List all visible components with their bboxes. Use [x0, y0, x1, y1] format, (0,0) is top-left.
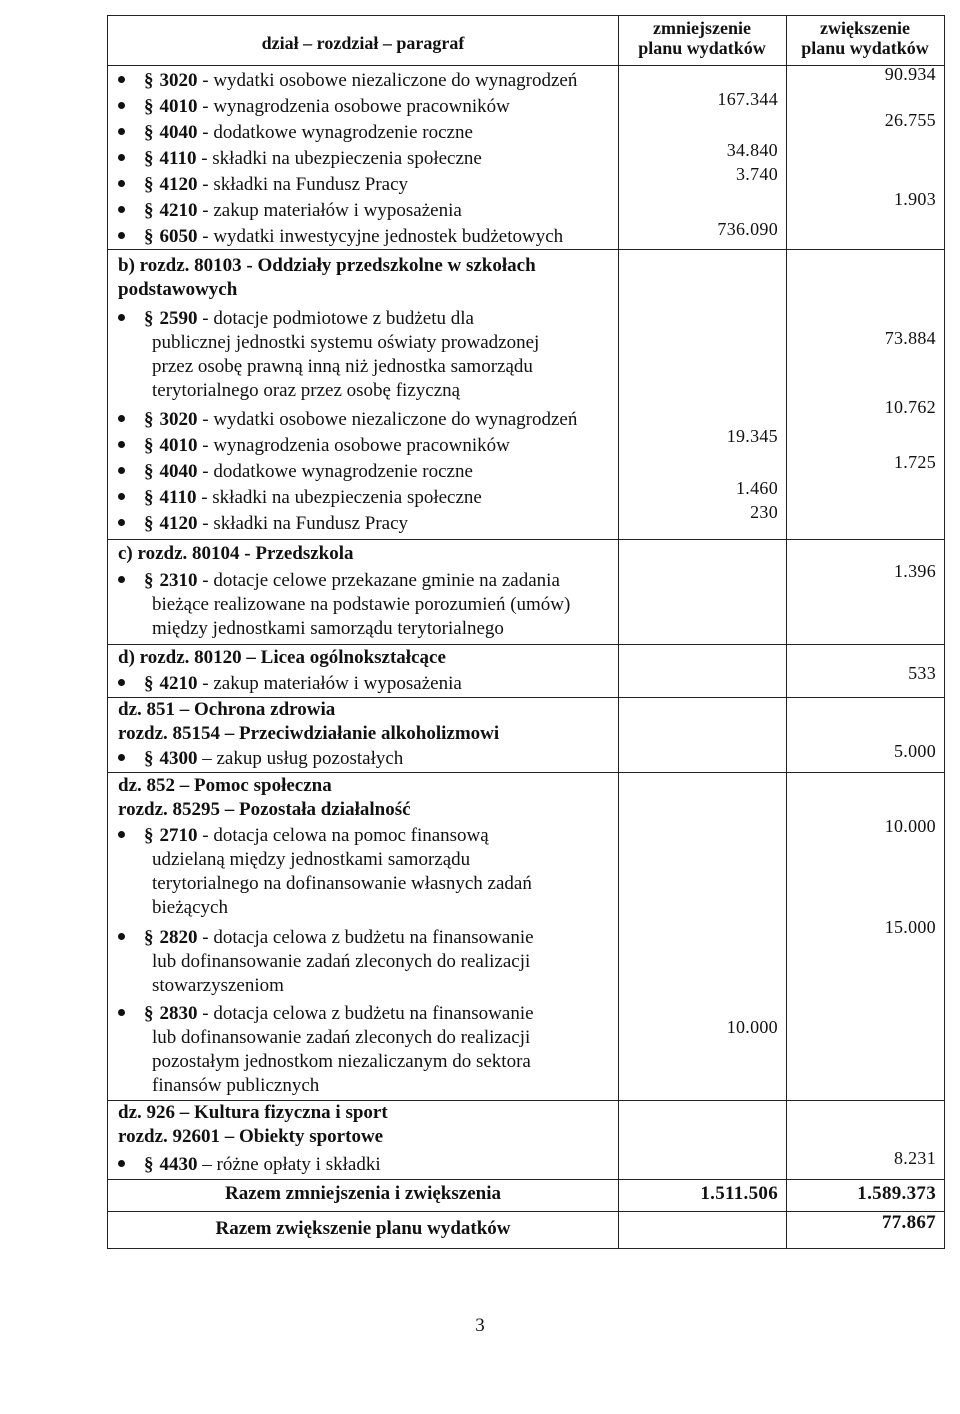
item-code: 4430 — [159, 1154, 198, 1175]
item-text: – zakup usług pozostałych — [197, 748, 404, 769]
paragraph-sign: § — [144, 748, 154, 769]
bullet-icon — [118, 576, 125, 583]
item-text: - dotacje podmiotowe z budżetu dla — [197, 308, 474, 329]
bullet-icon — [118, 128, 125, 135]
heading-line: b) rozdz. 80103 - Oddziały przedszkolne w szkołach — [118, 255, 536, 276]
item-code: 2310 — [159, 570, 198, 591]
paragraph-sign: § — [144, 96, 154, 117]
item-text: - zakup materiałów i wyposażenia — [197, 673, 462, 694]
item-text: - wydatki inwestycyjne jednostek budżetowych — [197, 226, 564, 247]
section-heading — [118, 698, 614, 746]
increase-value: 533 — [908, 663, 936, 683]
heading-line: podstawowych — [118, 279, 238, 300]
item-text: - dotacja celowa z budżetu na finansowanie — [197, 1003, 534, 1024]
item-text: - składki na ubezpieczenia społeczne — [196, 148, 482, 169]
net-label: Razem zwiększenie planu wydatków — [215, 1218, 511, 1239]
paragraph-sign: § — [144, 200, 154, 221]
header-decrease-l2: planu wydatków — [638, 38, 766, 58]
section-heading: d) rozdz. 80120 – Licea ogólnokształcące — [118, 647, 446, 668]
decrease-value: 167.344 — [717, 89, 778, 109]
item-code: 6050 — [159, 226, 198, 247]
paragraph-sign: § — [144, 70, 154, 91]
decrease-value: 1.460 — [736, 478, 778, 498]
column-divider — [618, 16, 619, 1248]
item-code: 2820 — [159, 927, 198, 948]
page-number: 3 — [475, 1315, 485, 1336]
bullet-icon — [118, 314, 125, 321]
bullet-icon — [118, 933, 125, 940]
heading-line: rozdz. 92601 – Obiekty sportowe — [118, 1126, 384, 1147]
item-code: 4110 — [159, 487, 197, 508]
item-text: stowarzyszeniom — [152, 975, 284, 996]
paragraph-sign: § — [144, 1003, 154, 1024]
bullet-icon — [118, 831, 125, 838]
item-text: lub dofinansowanie zadań zleconych do realizacji — [152, 951, 531, 972]
item-text: przez osobę prawną inną niż jednostka samorządu — [152, 356, 533, 377]
list-item — [118, 672, 614, 696]
item-text: – różne opłaty i składki — [197, 1154, 381, 1175]
item-code: 4110 — [159, 148, 197, 169]
heading-line: rozdz. 85295 – Pozostała działalność — [118, 799, 411, 820]
increase-value: 10.762 — [884, 397, 936, 417]
item-text: - składki na Fundusz Pracy — [197, 513, 409, 534]
list-item — [118, 747, 614, 771]
item-text: lub dofinansowanie zadań zleconych do realizacji — [152, 1027, 531, 1048]
column-divider — [786, 16, 787, 1248]
increase-value: 10.000 — [884, 816, 936, 836]
heading-line: dz. 926 – Kultura fizyczna i sport — [118, 1102, 388, 1123]
item-text: bieżących — [152, 897, 228, 918]
item-code: 4040 — [159, 122, 198, 143]
item-code: 4210 — [159, 673, 198, 694]
paragraph-sign: § — [144, 174, 154, 195]
paragraph-sign: § — [144, 148, 154, 169]
list-item — [118, 95, 614, 119]
bullet-icon — [118, 415, 125, 422]
bullet-icon — [118, 754, 125, 761]
list-item — [118, 1153, 614, 1177]
bullet-icon — [118, 493, 125, 500]
paragraph-sign: § — [144, 487, 154, 508]
heading-line: dz. 852 – Pomoc społeczna — [118, 775, 332, 796]
list-item — [118, 408, 614, 432]
item-text: - dotacja celowa na pomoc finansową — [197, 825, 489, 846]
increase-value: 15.000 — [884, 917, 936, 937]
header-desc: dział – rozdział – paragraf — [261, 33, 465, 53]
decrease-value: 10.000 — [726, 1017, 778, 1037]
section-heading — [118, 1101, 614, 1149]
list-item — [118, 434, 614, 458]
list-item — [118, 460, 614, 484]
item-text: - wydatki osobowe niezaliczone do wynagrodzeń — [197, 70, 578, 91]
increase-value: 90.934 — [884, 64, 936, 84]
item-text: finansów publicznych — [152, 1075, 320, 1096]
header-decrease — [618, 18, 786, 58]
paragraph-sign: § — [144, 825, 154, 846]
row-divider — [108, 539, 944, 540]
item-text: - składki na Fundusz Pracy — [197, 174, 409, 195]
bullet-icon — [118, 154, 125, 161]
item-text: - zakup materiałów i wyposażenia — [197, 200, 462, 221]
row-divider — [108, 644, 944, 645]
item-text: publicznej jednostki systemu oświaty prowadzonej — [152, 332, 540, 353]
item-code: 4010 — [159, 435, 198, 456]
increase-value: 1.725 — [894, 452, 936, 472]
decrease-total: 1.511.506 — [700, 1183, 778, 1204]
decrease-value: 736.090 — [717, 219, 778, 239]
list-item — [118, 121, 614, 145]
item-text: - składki na ubezpieczenia społeczne — [196, 487, 482, 508]
bullet-icon — [118, 441, 125, 448]
item-text: między jednostkami samorządu terytorialnego — [152, 618, 504, 639]
item-code: 4120 — [159, 174, 198, 195]
increase-value: 73.884 — [884, 328, 936, 348]
increase-value: 1.396 — [894, 561, 936, 581]
list-item — [118, 824, 614, 920]
paragraph-sign: § — [144, 1154, 154, 1175]
bullet-icon — [118, 1160, 125, 1167]
paragraph-sign: § — [144, 308, 154, 329]
row-divider — [108, 249, 944, 250]
item-code: 2590 — [159, 308, 198, 329]
item-code: 2830 — [159, 1003, 198, 1024]
item-code: 4120 — [159, 513, 198, 534]
bullet-icon — [118, 180, 125, 187]
net-increase: 77.867 — [881, 1212, 936, 1233]
item-text: - dotacja celowa z budżetu na finansowanie — [197, 927, 534, 948]
list-item — [118, 926, 614, 998]
heading-line: rozdz. 85154 – Przeciwdziałanie alkoholizmowi — [118, 723, 500, 744]
list-item — [118, 69, 614, 93]
increase-total: 1.589.373 — [857, 1183, 936, 1204]
row-divider — [108, 772, 944, 773]
item-code: 4300 — [159, 748, 198, 769]
item-code: 4210 — [159, 200, 198, 221]
item-code: 3020 — [159, 70, 198, 91]
bullet-icon — [118, 102, 125, 109]
item-text: - wydatki osobowe niezaliczone do wynagrodzeń — [197, 409, 578, 430]
list-item — [118, 569, 614, 641]
list-item — [118, 1002, 614, 1098]
item-text: udzielaną między jednostkami samorządu — [152, 849, 471, 870]
row-divider — [108, 1179, 944, 1180]
item-text: - dodatkowe wynagrodzenie roczne — [197, 122, 473, 143]
item-text: - dotacje celowe przekazane gminie na zadania — [197, 570, 560, 591]
item-text: - dodatkowe wynagrodzenie roczne — [197, 461, 473, 482]
decrease-value: 3.740 — [736, 164, 778, 184]
section-heading: c) rozdz. 80104 - Przedszkola — [118, 543, 354, 564]
bullet-icon — [118, 76, 125, 83]
decrease-value: 19.345 — [726, 426, 778, 446]
increase-value: 1.903 — [894, 189, 936, 209]
list-item — [118, 147, 614, 171]
item-text: - wynagrodzenia osobowe pracowników — [197, 96, 510, 117]
item-code: 3020 — [159, 409, 198, 430]
paragraph-sign: § — [144, 927, 154, 948]
bullet-icon — [118, 519, 125, 526]
item-code: 2710 — [159, 825, 198, 846]
item-text: terytorialnego oraz przez osobę fizyczną — [152, 380, 461, 401]
section-heading — [118, 254, 614, 302]
paragraph-sign: § — [144, 570, 154, 591]
item-text: terytorialnego na dofinansowanie własnych zadań — [152, 873, 532, 894]
paragraph-sign: § — [144, 409, 154, 430]
header-increase-l1: zwiększenie — [820, 18, 910, 38]
paragraph-sign: § — [144, 513, 154, 534]
increase-value: 5.000 — [894, 741, 936, 761]
increase-value: 8.231 — [894, 1148, 936, 1168]
list-item — [118, 486, 614, 510]
item-text: - wynagrodzenia osobowe pracowników — [197, 435, 510, 456]
bullet-icon — [118, 679, 125, 686]
bullet-icon — [118, 467, 125, 474]
increase-value: 26.755 — [884, 110, 936, 130]
paragraph-sign: § — [144, 226, 154, 247]
item-text: pozostałym jednostkom niezaliczanym do sektora — [152, 1051, 531, 1072]
paragraph-sign: § — [144, 435, 154, 456]
heading-line: dz. 851 – Ochrona zdrowia — [118, 699, 336, 720]
decrease-value: 230 — [750, 502, 778, 522]
paragraph-sign: § — [144, 461, 154, 482]
bullet-icon — [118, 206, 125, 213]
budget-table — [107, 15, 945, 1249]
list-item — [118, 225, 614, 249]
list-item — [118, 173, 614, 197]
item-text: bieżące realizowane na podstawie porozumień (umów) — [152, 594, 571, 615]
list-item — [118, 307, 614, 403]
list-item — [118, 512, 614, 536]
paragraph-sign: § — [144, 122, 154, 143]
header-increase-l2: planu wydatków — [801, 38, 929, 58]
section-heading — [118, 774, 614, 822]
totals-label: Razem zmniejszenia i zwiększenia — [225, 1183, 501, 1204]
decrease-value: 34.840 — [726, 140, 778, 160]
item-code: 4010 — [159, 96, 198, 117]
paragraph-sign: § — [144, 673, 154, 694]
bullet-icon — [118, 232, 125, 239]
header-decrease-l1: zmniejszenie — [653, 18, 751, 38]
bullet-icon — [118, 1009, 125, 1016]
item-code: 4040 — [159, 461, 198, 482]
list-item — [118, 199, 614, 223]
header-increase — [786, 18, 944, 58]
